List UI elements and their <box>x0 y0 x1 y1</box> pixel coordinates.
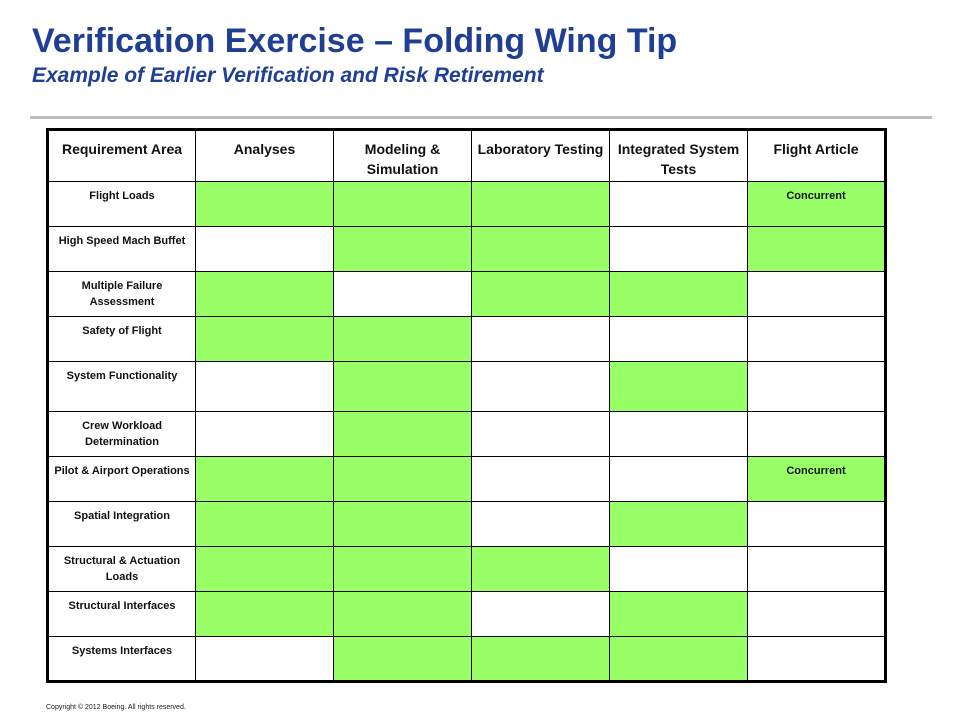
matrix-cell-flight-article <box>748 637 886 682</box>
matrix-cell-laboratory-testing <box>472 412 610 457</box>
matrix-cell-laboratory-testing <box>472 547 610 592</box>
matrix-cell-integrated-system-tests <box>610 592 748 637</box>
matrix-cell-integrated-system-tests <box>610 182 748 227</box>
requirement-area-cell: Structural & Actuation Loads <box>48 547 196 592</box>
matrix-cell-modeling-simulation <box>334 502 472 547</box>
matrix-cell-flight-article <box>748 227 886 272</box>
page-subtitle: Example of Earlier Verification and Risk Retirement <box>32 64 544 87</box>
table-row <box>48 637 886 682</box>
copyright-notice: Copyright © 2012 Boeing. All rights reserved. <box>46 704 186 711</box>
matrix-cell-flight-article: Concurrent <box>748 457 886 502</box>
matrix-cell-laboratory-testing <box>472 362 610 412</box>
matrix-cell-modeling-simulation <box>334 592 472 637</box>
matrix-cell-analyses <box>196 457 334 502</box>
matrix-cell-analyses <box>196 412 334 457</box>
matrix-cell-modeling-simulation <box>334 182 472 227</box>
matrix-cell-flight-article <box>748 317 886 362</box>
matrix-cell-modeling-simulation <box>334 547 472 592</box>
matrix-cell-analyses <box>196 362 334 412</box>
matrix-cell-laboratory-testing <box>472 637 610 682</box>
matrix-cell-analyses <box>196 502 334 547</box>
matrix-cell-laboratory-testing <box>472 182 610 227</box>
header-integrated-system-tests: Integrated System Tests <box>610 130 748 182</box>
matrix-cell-modeling-simulation <box>334 412 472 457</box>
requirement-area-cell: Structural Interfaces <box>48 592 196 637</box>
table-row <box>48 547 886 592</box>
matrix-cell-integrated-system-tests <box>610 547 748 592</box>
table-row <box>48 317 886 362</box>
table-row <box>48 502 886 547</box>
table-row <box>48 362 886 412</box>
requirement-area-cell: System Functionality <box>48 362 196 412</box>
matrix-cell-integrated-system-tests <box>610 457 748 502</box>
requirement-area-cell: Multiple Failure Assessment <box>48 272 196 317</box>
matrix-cell-integrated-system-tests <box>610 362 748 412</box>
matrix-cell-analyses <box>196 182 334 227</box>
requirement-area-cell: Systems Interfaces <box>48 637 196 682</box>
matrix-cell-modeling-simulation <box>334 637 472 682</box>
matrix-cell-integrated-system-tests <box>610 637 748 682</box>
matrix-cell-integrated-system-tests <box>610 227 748 272</box>
header-flight-article: Flight Article <box>748 130 886 182</box>
title-divider <box>30 116 932 119</box>
matrix-cell-flight-article <box>748 547 886 592</box>
matrix-cell-modeling-simulation <box>334 362 472 412</box>
verification-matrix-table <box>46 128 887 683</box>
matrix-cell-laboratory-testing <box>472 592 610 637</box>
matrix-cell-integrated-system-tests <box>610 412 748 457</box>
page-title: Verification Exercise – Folding Wing Tip <box>32 22 678 60</box>
matrix-cell-laboratory-testing <box>472 227 610 272</box>
header-modeling-simulation: Modeling & Simulation <box>334 130 472 182</box>
table-row <box>48 457 886 502</box>
matrix-cell-flight-article <box>748 272 886 317</box>
matrix-cell-laboratory-testing <box>472 502 610 547</box>
matrix-cell-analyses <box>196 547 334 592</box>
matrix-cell-integrated-system-tests <box>610 317 748 362</box>
matrix-cell-flight-article <box>748 592 886 637</box>
matrix-cell-flight-article: Concurrent <box>748 182 886 227</box>
matrix-cell-flight-article <box>748 412 886 457</box>
matrix-cell-flight-article <box>748 502 886 547</box>
table-row <box>48 227 886 272</box>
table-row <box>48 182 886 227</box>
matrix-cell-laboratory-testing <box>472 457 610 502</box>
table-row <box>48 412 886 457</box>
matrix-cell-analyses <box>196 592 334 637</box>
matrix-cell-integrated-system-tests <box>610 502 748 547</box>
matrix-cell-laboratory-testing <box>472 317 610 362</box>
header-analyses: Analyses <box>196 130 334 182</box>
matrix-cell-analyses <box>196 272 334 317</box>
requirement-area-cell: Spatial Integration <box>48 502 196 547</box>
table-body <box>48 182 886 682</box>
matrix-cell-integrated-system-tests <box>610 272 748 317</box>
matrix-cell-modeling-simulation <box>334 457 472 502</box>
header-laboratory-testing: Laboratory Testing <box>472 130 610 182</box>
matrix-cell-analyses <box>196 637 334 682</box>
requirement-area-cell: Safety of Flight <box>48 317 196 362</box>
matrix-cell-modeling-simulation <box>334 317 472 362</box>
matrix-cell-analyses <box>196 227 334 272</box>
table-row <box>48 272 886 317</box>
table-row <box>48 592 886 637</box>
requirement-area-cell: Pilot & Airport Operations <box>48 457 196 502</box>
requirement-area-cell: Flight Loads <box>48 182 196 227</box>
header-requirement-area: Requirement Area <box>48 130 196 182</box>
matrix-cell-modeling-simulation <box>334 227 472 272</box>
matrix-cell-flight-article <box>748 362 886 412</box>
requirement-area-cell: Crew Workload Determination <box>48 412 196 457</box>
matrix-cell-modeling-simulation <box>334 272 472 317</box>
matrix-cell-laboratory-testing <box>472 272 610 317</box>
table-header-row <box>48 130 886 182</box>
matrix-cell-analyses <box>196 317 334 362</box>
requirement-area-cell: High Speed Mach Buffet <box>48 227 196 272</box>
